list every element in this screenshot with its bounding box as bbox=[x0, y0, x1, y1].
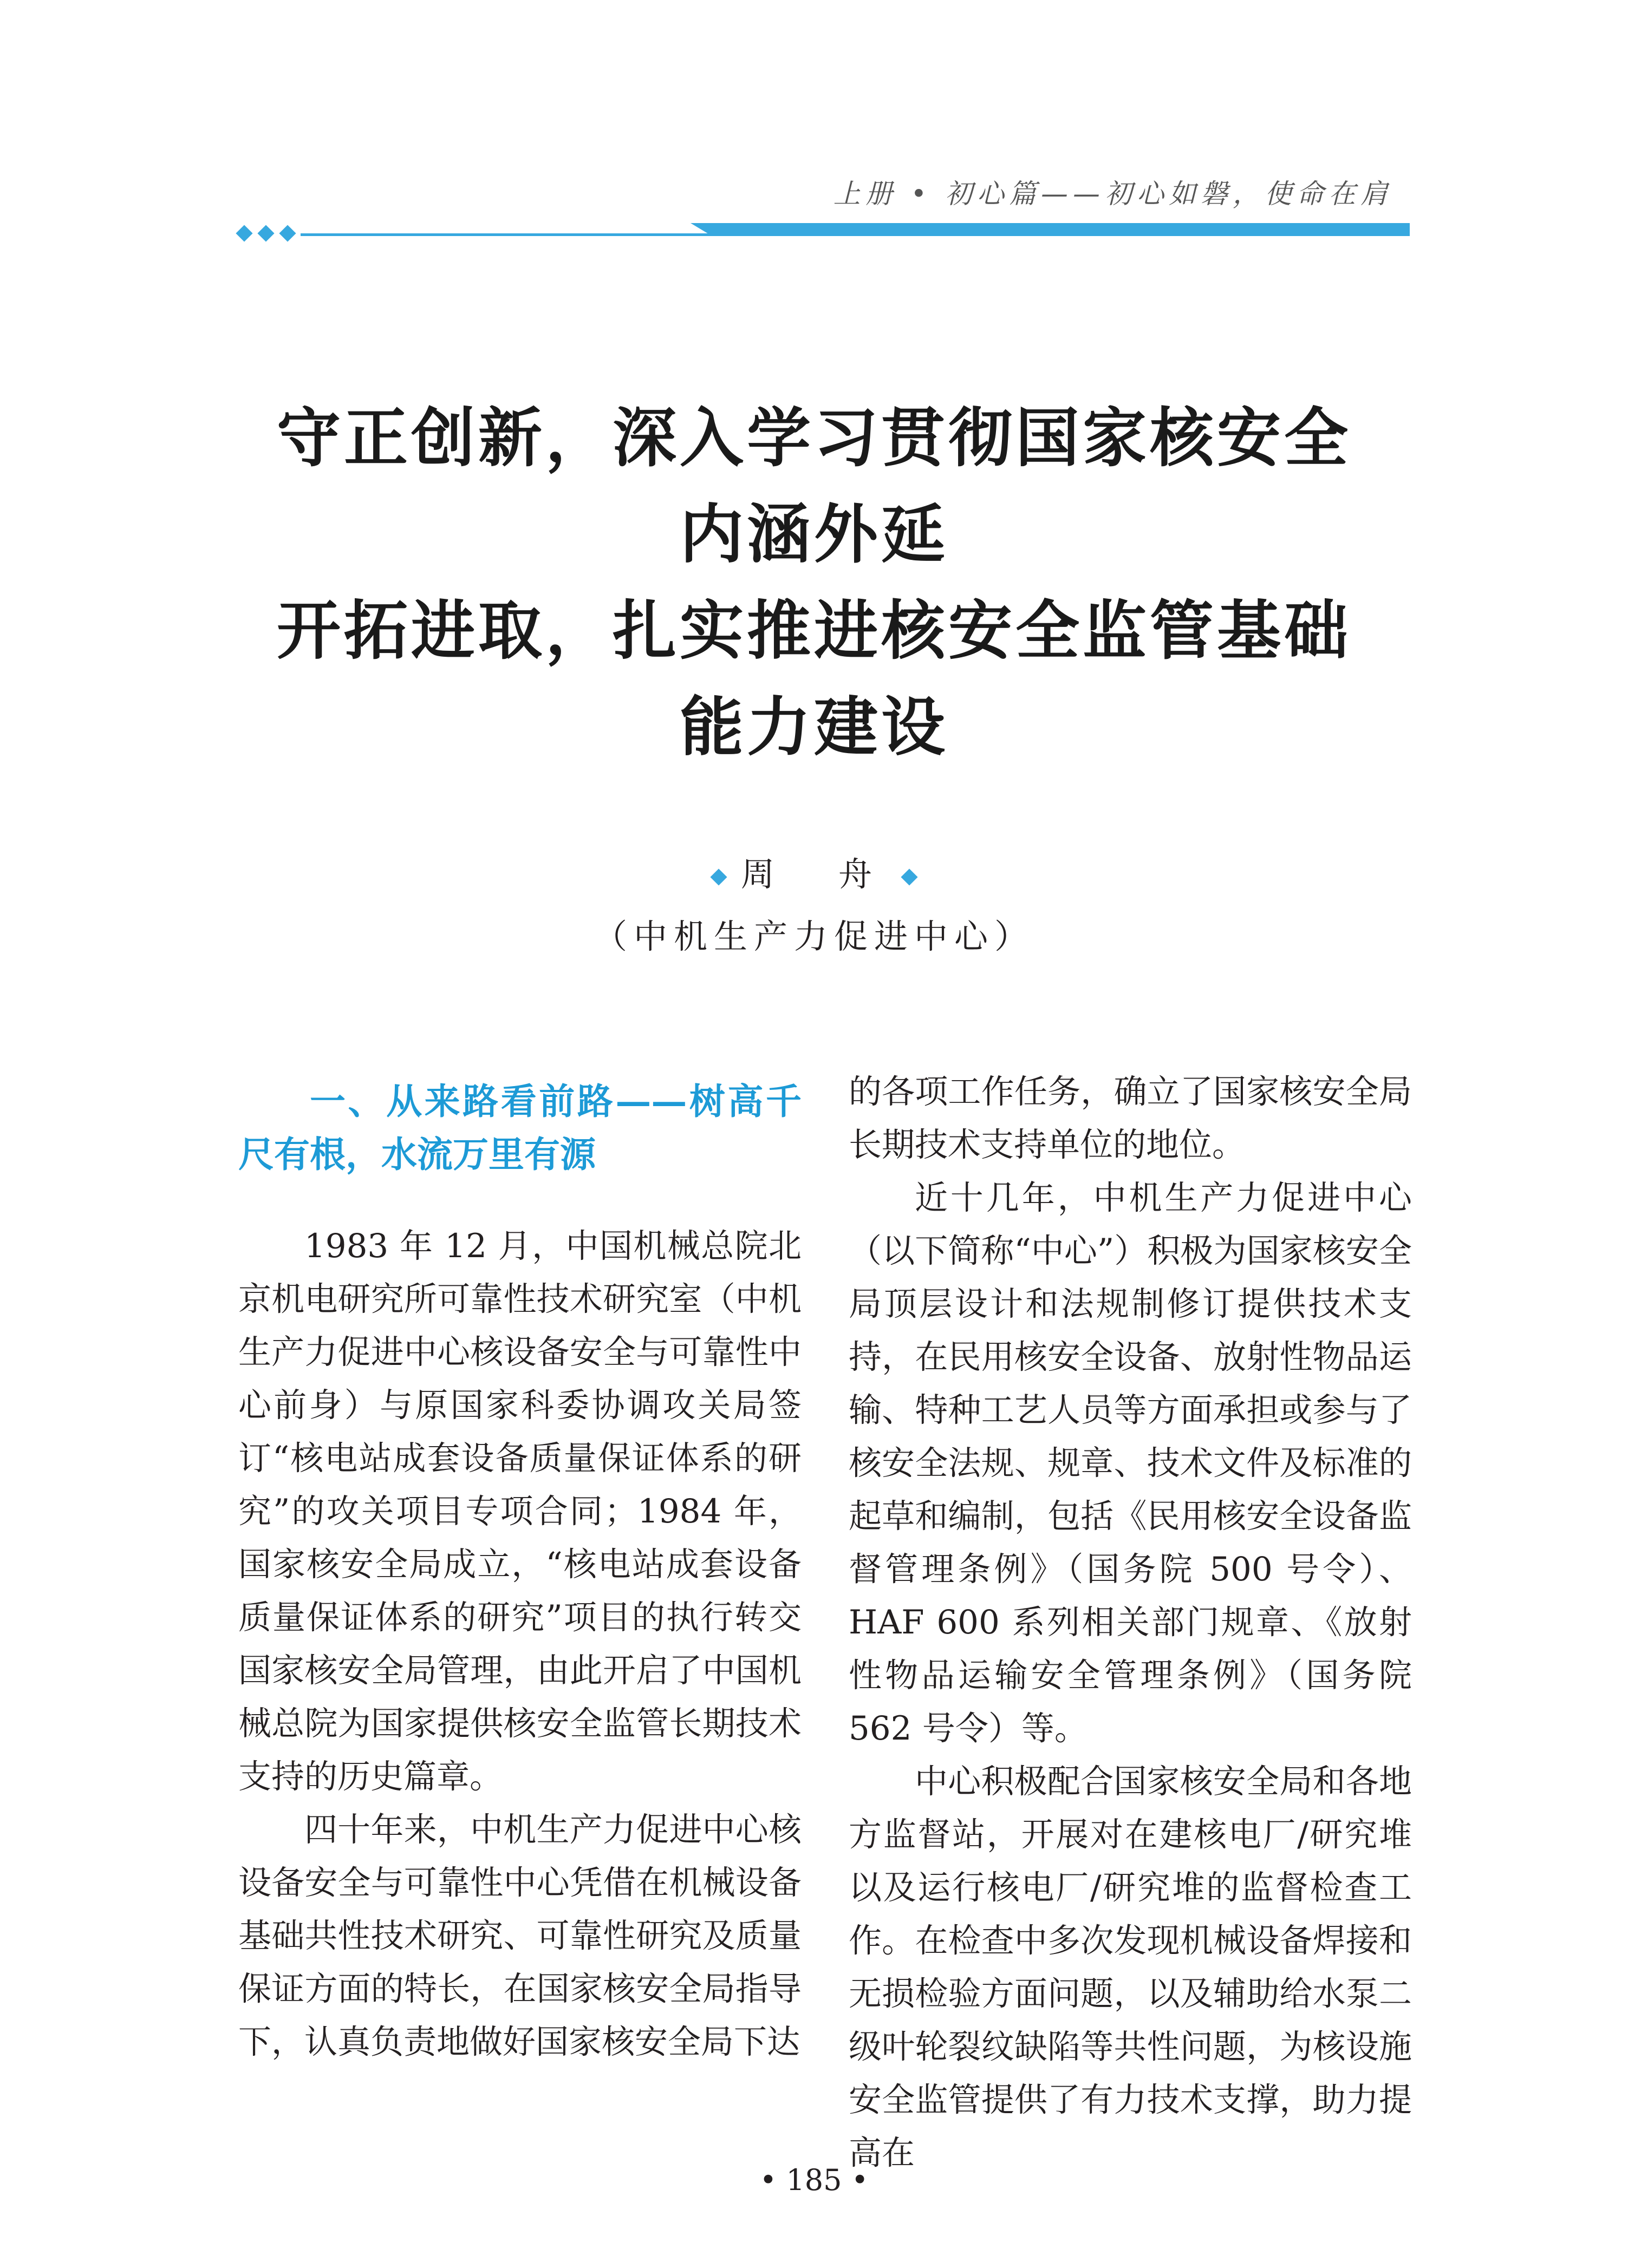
diamond-icon bbox=[257, 225, 274, 241]
title-line: 开拓进取，扎实推进核安全监管基础 bbox=[276, 593, 1351, 668]
left-column bbox=[238, 1075, 802, 2069]
body-paragraph: 近十几年，中机生产力促进中心（以下简称“中心”）积极为国家核安全局顶层设计和法规制修订提供技术支持，在民用核安全设备、放射性物品运输、特种工艺人员等方面承担或参与了核安全法规、规章、技术文件及标准的起草和编制，包括《民用核安全设备监督管理条例》（国务院 500 号令）、HAF 600 系列相关部门规章、《放射性物品运输安全管理条例》（国务院 562 号令）等。 bbox=[849, 1179, 1412, 1748]
body-paragraph: 四十年来，中机生产力促进中心核设备安全与可靠性中心凭借在机械设备基础共性技术研究、可靠性研究及质量保证方面的特长，在国家核安全局指导下，认真负责地做好国家核安全局下达 bbox=[238, 1811, 802, 2061]
body-paragraph-continued: 的各项工作任务，确立了国家核安全局长期技术支持单位的地位。 bbox=[849, 1073, 1412, 1164]
title-line: 守正创新，深入学习贯彻国家核安全 bbox=[276, 400, 1351, 475]
author-line bbox=[0, 847, 1628, 896]
title-line: 能力建设 bbox=[679, 689, 948, 764]
diamond-icon bbox=[901, 868, 917, 885]
diamond-icon bbox=[710, 868, 727, 885]
body-paragraph: 中心积极配合国家核安全局和各地方监督站，开展对在建核电厂/研究堆以及运行核电厂/研究堆的监督检查工作。在检查中多次发现机械设备焊接和无损检验方面问题，以及辅助给水泵二级叶轮裂纹缺陷等共性问题，为核设施安全监管提供了有力技术支撑，助力提高在 bbox=[849, 1762, 1412, 2172]
author-affiliation: （中机生产力促进中心） bbox=[593, 917, 1034, 956]
author-name: 周 舟 bbox=[740, 854, 887, 894]
running-head: 上册 • 初心篇——初心如磐，使命在肩 bbox=[833, 178, 1392, 210]
header-rule-band bbox=[691, 223, 1410, 236]
diamond-icon bbox=[236, 225, 252, 241]
article-title bbox=[0, 390, 1628, 775]
right-column bbox=[849, 1066, 1412, 2180]
body-paragraph: 1983 年 12 月，中国机械总院北京机电研究所可靠性技术研究室（中机生产力促进中心核设备安全与可靠性中心前身）与原国家科委协调攻关局签订“核电站成套设备质量保证体系的研究”的攻关项目专项合同；1984 年，国家核安全局成立，“核电站成套设备质量保证体系的研究”项目的执行转交国家核安全局管理，由此开启了中国机械总院为国家提供核安全监管长期技术支持的历史篇章。 bbox=[238, 1227, 802, 1796]
title-line: 内涵外延 bbox=[679, 496, 948, 572]
section-heading: 一、从来路看前路——树高千尺有根，水流万里有源 bbox=[238, 1080, 802, 1175]
page-number: • 185 • bbox=[759, 2163, 869, 2197]
diamond-icon bbox=[279, 225, 296, 241]
